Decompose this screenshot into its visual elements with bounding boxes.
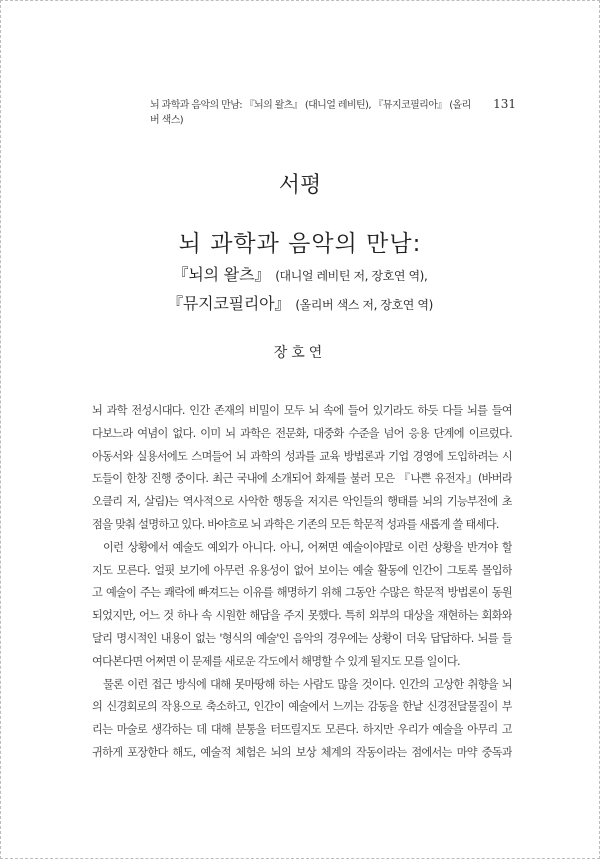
body-line: 다보느라 여념이 없다. 이미 뇌 과학은 전문화, 대중화 수준을 넘어 응용 단계에 이르렀다. (92, 426, 512, 440)
body-line: 리는 마술로 생각하는 데 대해 분통을 터뜨릴지도 모른다. 하지만 우리가 예술을 아무리 고 (92, 723, 512, 737)
subtitle-line-1 (0, 262, 600, 285)
book-details-2: (올리버 색스 저, 장호연 역) (295, 298, 433, 312)
body-line: 의 신경회로의 작용으로 축소하고, 인간이 예술에서 느끼는 감동을 한낱 신경전달물질이 부 (92, 700, 512, 714)
body-line: 귀하게 포장한다 해도, 예술적 체험은 뇌의 보상 체계의 작동이라는 점에서는 마약 중독과 (92, 745, 512, 759)
body-line: 도들이 한창 진행 중이다. 최근 국내에 소개되어 화제를 불러 모은 『나쁜 유전자』(바버라 (92, 472, 512, 486)
body-line: 뇌 과학 전성시대다. 인간 존재의 비밀이 모두 뇌 속에 들어 있기라도 하듯 다들 뇌를 들여 (92, 404, 512, 417)
book-details-1: (대니얼 레비틴 저, 장호연 역), (275, 269, 428, 283)
body-line: 여다본다면 어쩌면 이 문제를 새로운 각도에서 해명할 수 있게 될지도 모를 일이다. (92, 654, 460, 668)
body-line: 아동서와 실용서에도 스며들어 뇌 과학의 성과를 교육 방법론과 기업 경영에 도입하려는 시 (92, 449, 512, 463)
body-line: 되었지만, 어느 것 하나 속 시원한 해답을 주지 못했다. 특히 외부의 대상을 재현하는 회화와 (92, 609, 512, 623)
section-label: 서평 (278, 173, 322, 198)
book-title-2: 『뮤지코필리아』 (167, 294, 291, 313)
body-line: 지도 모른다. 얼핏 보기에 아무런 유용성이 없어 보이는 예술 활동에 인간이 그토록 몰입하 (92, 563, 512, 577)
body-line: 이런 상황에서 예술도 예외가 아니다. 아니, 어쩌면 예술이야말로 이런 상황을 반겨야 할 (103, 540, 512, 554)
body-line: 달리 명시적인 내용이 없는 '형식의 예술'인 음악의 경우에는 상황이 더욱 답답하다. 뇌를 들 (92, 631, 512, 645)
article-title: 뇌 과학과 음악의 만남: (178, 231, 422, 257)
body-line: 오클리 저, 살림)는 역사적으로 사악한 행동을 저지른 악인들의 행태를 뇌의 기능부전에 초 (92, 495, 512, 509)
body-line: 물론 이런 접근 방식에 대해 못마땅해 하는 사람도 많을 것이다. 인간의 고상한 취향을 뇌 (103, 677, 512, 691)
running-head (150, 96, 516, 126)
body-line: 점을 맞춰 설명하고 있다. 바야흐로 뇌 과학은 기존의 모든 학문적 성과를 새롭게 쓸 태세다. (92, 517, 499, 531)
subtitle-line-2 (0, 291, 600, 314)
page-number: 131 (493, 97, 516, 111)
author-name: 장호연 (273, 345, 327, 361)
article-body (92, 400, 512, 765)
body-line: 고 예술이 주는 쾌락에 빠져드는 이유를 해명하기 위해 그동안 수많은 학문적 방법론이 동원 (92, 586, 512, 600)
book-title-1: 『뇌의 왈츠』 (172, 265, 271, 284)
running-head-title: 뇌 과학과 음악의 만남: 『뇌의 왈츠』 (대니얼 레비틴), 『뮤지코필리아』 (올리버 색스) (150, 100, 471, 126)
